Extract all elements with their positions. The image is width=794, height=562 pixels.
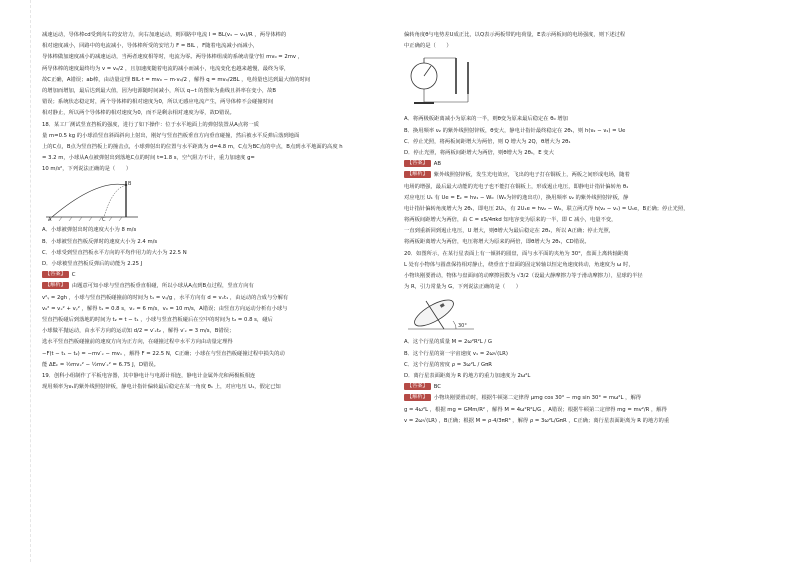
question-20-figure [404,295,742,335]
option-b: B．小球被竖直挡板反弹时的速度大小为 2.4 m/s [42,238,158,245]
option-d: D．离行星表面距离为 R 的地方的重力加速度为 2ω²L [404,372,531,379]
ground-hatching [49,217,122,221]
analysis-tag: 【解析】 [404,394,431,401]
text-line: 导体棒做加速度减小的减速运动，当两者速度相等时，电流为零。两导体棒组成的系统动量守恒 mv₀ = 2mv ， [42,54,304,61]
text-line: 故C正确，A错误；ab棒，由动量定理 BIL·t = mv₀ − m·v₀/2 ，解得 q = mv₀/2BL ，电荷量也达到最大值的时间 [42,76,311,83]
question-20-line: 20．如图所示，在某行星表面上有一倾斜的圆盘，面与水平面的夹角为 30°，盘面上离转轴距离 [404,250,629,257]
binding-margin [0,0,31,562]
question-19-line: 现用频率为ν₁的紫外线照射锌板，静电计指针偏转最后稳定在某一角度 θ₁ 上，对应电压 U₁，假定已知 [42,384,281,391]
question-20-line: 为 R，引力常量为 G，下列说法正确的是（ ） [404,284,522,291]
question-18-line: = 3.2 m，小球从A点被弹射出到落地C点的时间 t=1.8 s，空气阻力不计，重力加速度 g= [42,155,255,162]
analysis-line: 小球做平抛运动，由水平方向的运动知 d/2 = v′ₓt₂ ，解得 v′ₓ = 3 m/s，B错误； [42,328,235,335]
text-line: 两导体棒的速度最终均为 v = v₀/2 ，且加速度随着电流的减小而减小，电流变化也越来越慢，最终为零， [42,65,290,72]
rebound-curve [104,185,126,217]
analysis-line [404,393,742,404]
question-18-line: 量 m=0.5 kg 的小球沿竖直斜面斜向上射出，刚好与竖直挡板垂直方向垂直碰撞，然后被水平反弹后落到地面 [42,132,300,139]
analysis-line [42,281,380,292]
analysis-tag: 【解析】 [42,282,69,289]
analysis-line: 一直到重新回到遏止电压，U 增大，则θ增大为最后稳定在 2θ₁，所以 A正确；停止光照， [404,228,614,235]
answer-line [404,382,742,393]
question-20-line: L 处有小物体与圆盘保持相对静止，绕垂直于盘面的固定转轴以恒定角速度转动，角速度为 ω 时， [404,261,634,268]
analysis-text: 小物块刚要滑动时，根据牛顿第二定律得 μmg cos 30° − mg sin 30° = mω²L ，解得 [433,395,642,402]
analysis-line: 电计指针偏转角度增大为 2θ₁，即电压 2U₁，有 2U₁e = hν₂ − W₀，联立两式得 h(ν₂ − ν₁) = U₁e，B正确；停止光照， [404,205,689,212]
label-c: C [102,217,106,224]
answer-line [404,159,742,170]
option-b: B．换用频率 ν₂ 的紫外线照射锌板，θ变大，静电计指针最终稳定在 2θ₁，则 h(ν₂ − ν₁) = Ue [404,127,626,134]
right-column [404,30,742,427]
option-a: A．将两极板距离减小为原来的一半，则θ变为原来最后稳定在 θ₀ 增加 [404,116,568,123]
left-column [42,30,380,393]
analysis-line [404,170,742,181]
angle-arc [453,321,456,329]
option-a: A．这个行星的质量 M = 2ω²R²L / G [404,339,492,346]
question-18-line: 上的C点，B点为竖直挡板上的撞击点，小球弹射出的位置与水平距离为 d=4.8 m，C点为BC点的中点，B点到水平地面的高度 h [42,143,343,150]
point-b-marker [125,184,127,186]
analysis-line: 选水平竖直挡板碰撞前的速度方向为正方向，在碰撞过程中水平方向由动量定理得 [42,339,233,346]
option-d: D．小球被竖直挡板反弹后的动能为 2.25 J [42,261,143,267]
analysis-line: 对应电压 U₁ 有 Ue = Eₖ = hν₁ − W₀（W₀为锌的逸出功），换用频率 ν₂ 的紫外线照射锌板，静 [404,194,629,201]
question-19-line: 偏转角度θ与电势差U成正比，以Q表示两板带的电荷量，E表示两板间的电场强度，则下述过程 [404,32,626,38]
tilted-disc-diagram [404,295,484,335]
option-c: C．停止光照，将两板间距增大为两倍，则 Q 增大为 2Q，θ增大为 2θ₁ [404,138,571,145]
question-19-figure [404,54,742,112]
answer-value: AB [433,161,442,168]
label-a: A [48,217,52,224]
answer-value: C [71,272,76,279]
question-19-line: 中正确的是（ ） [404,43,452,50]
analysis-line: g = 4ω²L ，根据 mg = GMm/R² ，解得 M = 4ω²R²L/G ，A错误；根据牛顿第二定律得 mg = mv²/R ，解得 [404,406,667,413]
analysis-line: v²ᵧ = 2gh ，小球与竖直挡板碰撞前的时间为 t₁ = vᵧ/g ，水平方向有 d = vₓt₁ ，由运动的合成与分解有 [42,294,289,301]
trajectory-diagram [42,177,142,223]
right-margin [770,0,794,562]
analysis-line: 将两板距离增大为两倍，电压将增大为原来的两倍，即θ增大为 2θ₁，CD错误。 [404,239,590,246]
option-b: B．这个行星的第一宇宙速度 v₁ = 2ω√(LR) [404,350,508,357]
angle-label: 30° [458,323,467,330]
analysis-text: 紫外线照射锌板，发生光电效应，飞出的电子打在铜板上，两板之间形成电场，随着 [433,172,630,179]
question-18-figure [42,177,380,223]
analysis-line: 将两板间距增大为两倍，由 C = εS/4πkd 知电容变为原来的一半，即 C 减小，电量不变， [404,217,617,224]
analysis-line: 竖直挡板碰后到落地的时间为 t₂ = t − t₁ ，小球与竖直挡板碰后在空中的时间为 t₂ = 0.8 s，碰后 [42,316,273,323]
text-line: 减速运动，导体棒cd受到向右的安培力，向右加速运动，则回路中电流 I = BL(v₁ − v₂)/R ，两导体棒的 [42,32,287,38]
answer-tag: 【答案】 [404,160,431,167]
text-line: 相对静止，所以两个导体棒的相对速度为0，而不是剩余相对速度为零，故D错误。 [42,110,235,117]
electrometer-needle [424,66,431,76]
option-c: C．小球受到竖直挡板水平方向的平均作用力的大小为 22.5 N [42,249,187,256]
analysis-line: 电场的增强，最后最大动能的光电子也不能打在铜板上，形成遏止电压，即静电计指针偏转角 θ₁ [404,183,629,190]
question-19-line: 19．创科小组制作了平板电容器，其中静电计与电源计相连，静电计金属外壳和两极板相连 [42,372,256,379]
text-line: 相对速度减小，回路中的电流减小，导体棒所受的安培力 F = BIL ，F随着电流减小而减小， [42,43,259,50]
analysis-tag: 【解析】 [404,171,431,178]
analysis-text: 由题意可知小球与竖直挡板垂直相碰，所以小球从A点到B点过程，竖直方向有 [71,283,254,290]
option-d: D．停止光照，将两板间距增大为两倍，则θ增大为 2θ₁，E 变大 [404,149,554,156]
analysis-line: v₀² = vₓ² + vᵧ² ，解得 t₁ = 0.8 s，vₓ = 6 m/s，v₀ = 10 m/s，A错误；由竖直方向运动分析有小球与 [42,305,288,312]
analysis-line: 能 ΔEₖ = ½mvₓ² − ½mv′ₓ² = 6.75 J，D错误。 [42,361,159,368]
answer-line [42,270,380,281]
analysis-line: v = 2ω√(LR) ，B正确；根据 M = ρ·4/3πR³ ，解得 ρ = 3ω²L/GπR ，C正确；离行星表面距离为 R 的地方的重 [404,417,670,424]
option-c: C．这个行星的密度 ρ = 3ω²L / GπR [404,361,492,368]
question-18-line: 10 m/s²，下列说法正确的是（ ） [42,166,132,173]
trajectory-curve [52,185,126,218]
electrometer-base [414,102,434,104]
question-18-line: 18．某工厂测试竖直挡板的强度，进行了如下操作：位于水平地面上的弹射装置从A点将一质 [42,121,259,128]
text-line: 错误；系统状态稳定时，两个导体棒的相对速度为0，所以无感应电流产生，两导体棒不会碰撞时间 [42,99,274,106]
electroscope-diagram [404,54,484,112]
analysis-line: −F(t − t₁ − t₂) = −mv′ₓ − mvₓ ，解得 F = 22.5 N，C正确；小球在与竖直挡板碰撞过程中损失的动 [42,350,285,357]
label-b: B [128,181,132,188]
answer-value: BC [433,384,442,391]
option-a: A．小球被弹射出时的速度大小为 8 m/s [42,227,137,234]
answer-tag: 【答案】 [42,271,69,278]
question-20-line: 小物块刚要滑动，物体与盘面间的动摩擦因数为 √3/2（设最大静摩擦力等于滑动摩擦力），星球的半径 [404,273,643,279]
text-line: 的增加而增加，最后达到最大值，因为电源随时间减小，所以 q−t 的图象为曲线且斜率在变小，故B [42,87,277,94]
answer-tag: 【答案】 [404,383,431,390]
